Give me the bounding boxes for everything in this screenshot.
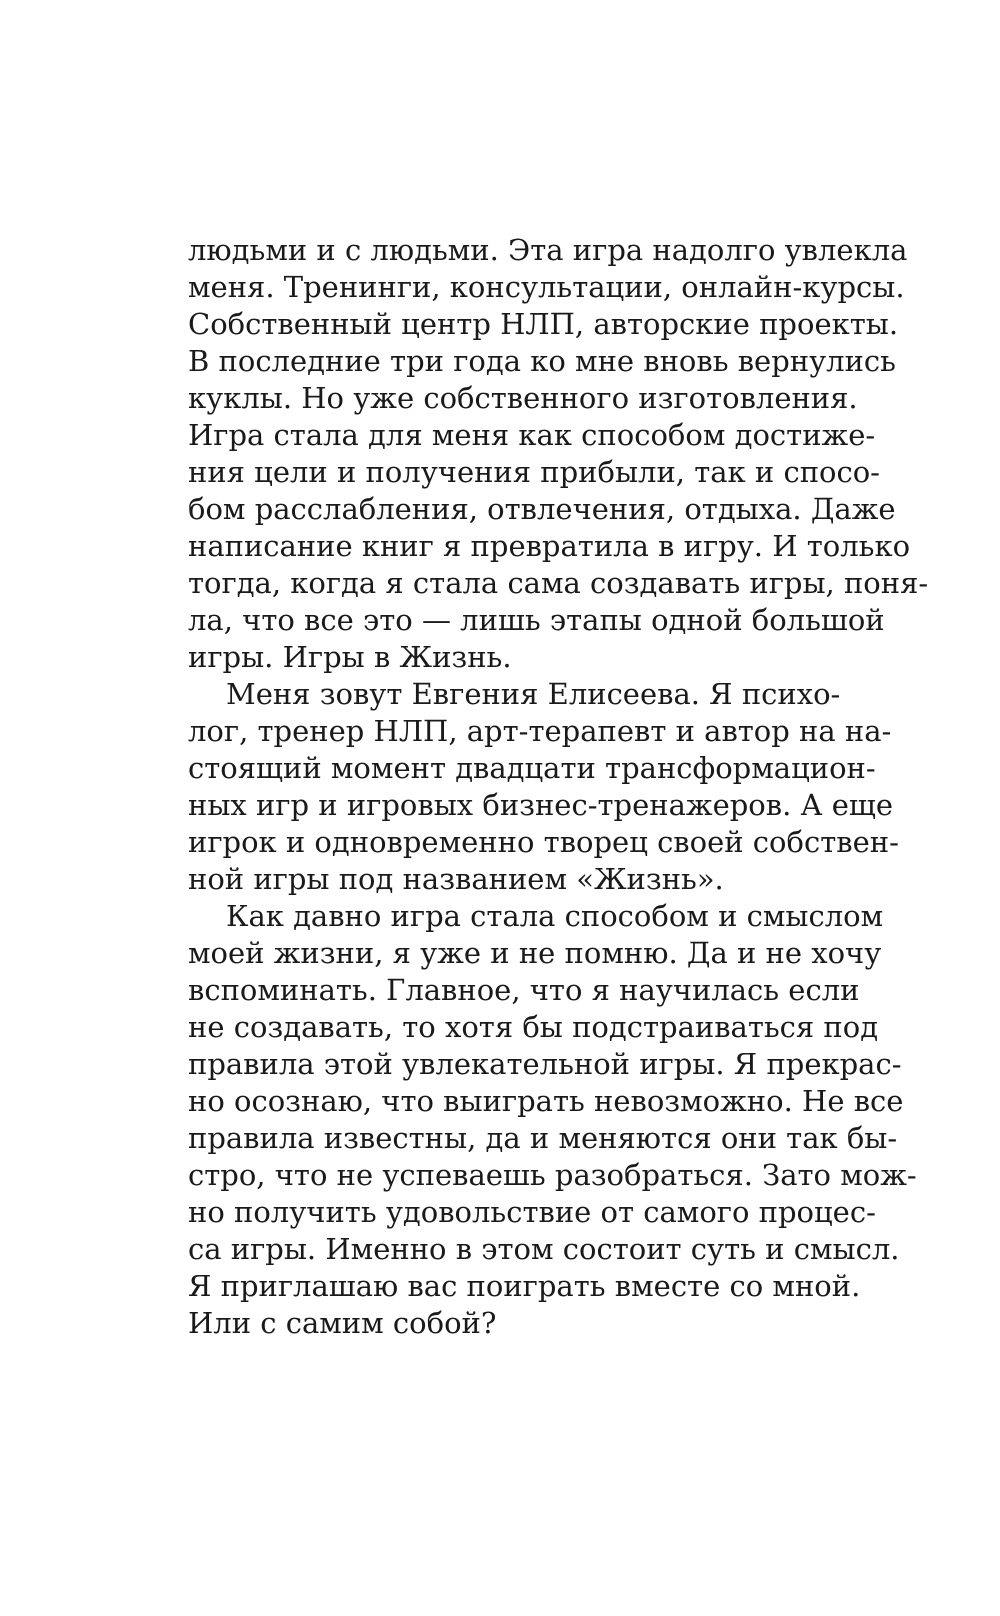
text-line: стоящий момент двадцати трансформацион- xyxy=(188,751,876,785)
text-line: Игра стала для меня как способом достиже- xyxy=(188,418,876,452)
paragraph-3 xyxy=(188,898,917,1342)
text-line: игры. Игры в Жизнь. xyxy=(188,640,512,674)
text-line: правила известны, да и меняются они так бы- xyxy=(188,1121,898,1155)
text-line: ла, что все это — лишь этапы одной большой xyxy=(188,603,885,637)
text-line: написание книг я превратила в игру. И только xyxy=(188,529,911,563)
text-line: не создавать, то хотя бы подстраиваться под xyxy=(188,1010,879,1044)
text-line: Как давно игра стала способом и смыслом xyxy=(226,899,884,933)
text-line: но получить удовольствие от самого процес- xyxy=(188,1195,876,1229)
text-line: ных игр и игровых бизнес-тренажеров. А еще xyxy=(188,788,893,822)
text-line: меня. Тренинги, консультации, онлайн-курсы. xyxy=(188,270,905,304)
text-line: ной игры под названием «Жизнь». xyxy=(188,862,724,896)
text-line: людьми и с людьми. Эта игра надолго увлекла xyxy=(188,233,908,267)
text-line: са игры. Именно в этом состоит суть и смысл. xyxy=(188,1232,900,1266)
text-line: моей жизни, я уже и не помню. Да и не хочу xyxy=(188,936,882,970)
text-line: правила этой увлекательной игры. Я прекрас- xyxy=(188,1047,902,1081)
text-line: бом расслабления, отвлечения, отдыха. Даже xyxy=(188,492,896,526)
text-line: Меня зовут Евгения Елисеева. Я психо- xyxy=(226,677,841,711)
text-line: лог, тренер НЛП, арт-терапевт и автор на на- xyxy=(188,714,892,748)
paragraph-2 xyxy=(188,676,899,898)
paragraph-1 xyxy=(188,232,929,676)
body-text xyxy=(188,232,929,1342)
text-line: Собственный центр НЛП, авторские проекты. xyxy=(188,307,899,341)
text-line: Или с самим собой? xyxy=(188,1306,497,1340)
text-line: Я приглашаю вас поиграть вместе со мной. xyxy=(188,1269,861,1303)
text-line: В последние три года ко мне вновь вернулись xyxy=(188,344,896,378)
text-line: стро, что не успеваешь разобраться. Зато мож- xyxy=(188,1158,917,1192)
text-line: тогда, когда я стала сама создавать игры, поня- xyxy=(188,566,929,600)
text-line: игрок и одновременно творец своей собствен- xyxy=(188,825,899,859)
text-line: куклы. Но уже собственного изготовления. xyxy=(188,381,858,415)
text-line: ния цели и получения прибыли, так и спосо- xyxy=(188,455,880,489)
text-line: вспоминать. Главное, что я научилась если xyxy=(188,973,860,1007)
text-line: но осознаю, что выиграть невозможно. Не все xyxy=(188,1084,904,1118)
